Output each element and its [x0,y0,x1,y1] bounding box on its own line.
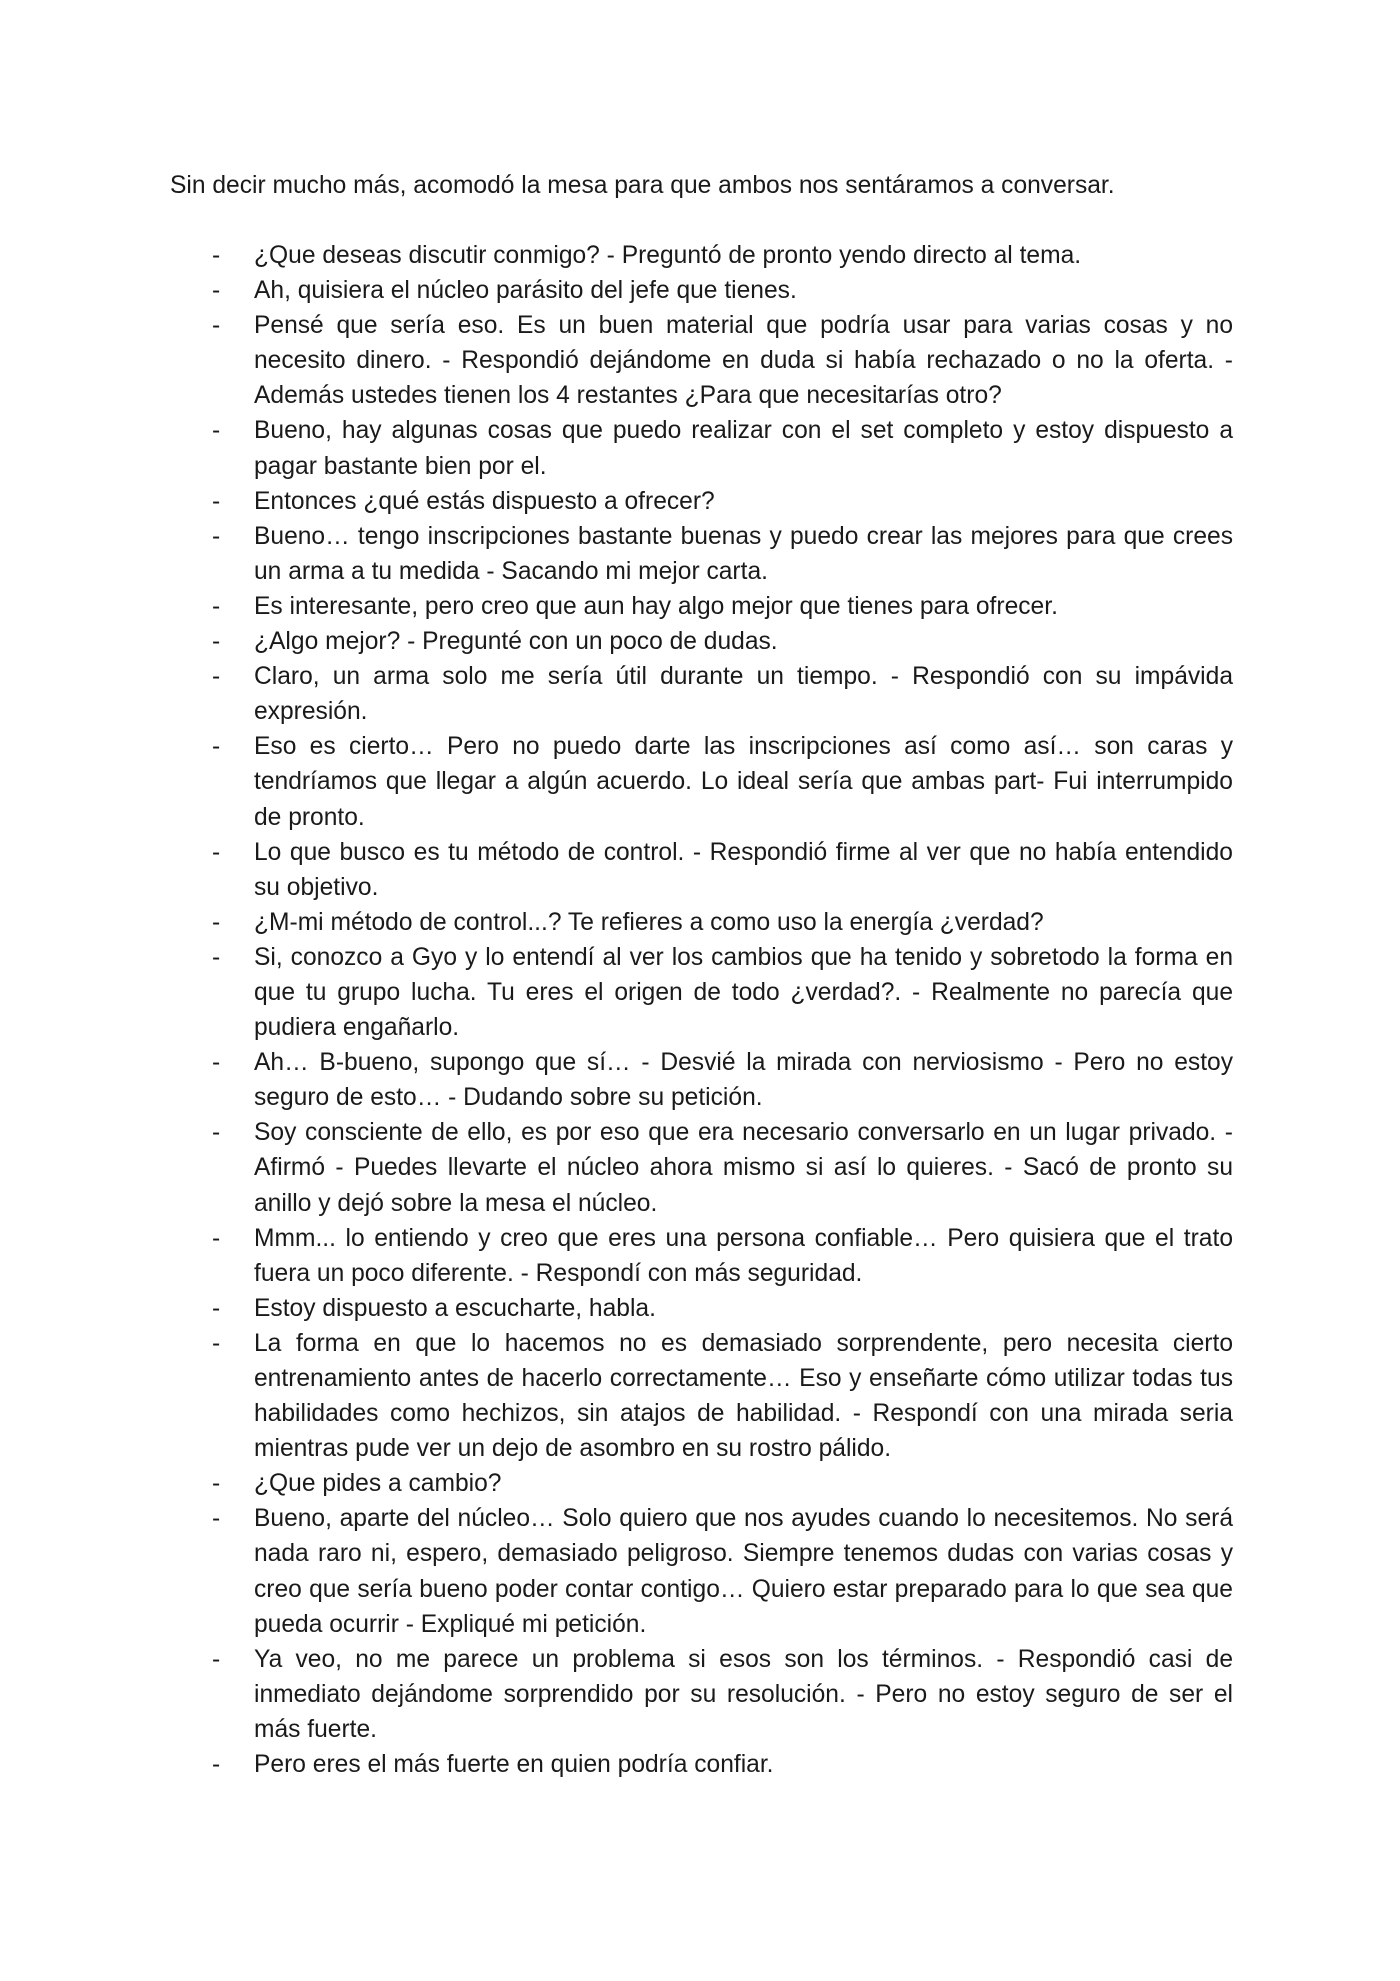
dialogue-text: ¿M-mi método de control...? Te refieres a como uso la energía ¿verdad? [254,908,1044,936]
dialogue-line [0,238,1233,273]
dash-marker: - [212,487,221,515]
dialogue-text: Es interesante, pero creo que aun hay algo mejor que tienes para ofrecer. [254,592,1058,620]
dialogue-text: Pero eres el más fuerte en quien podría confiar. [254,1751,774,1779]
dash-marker: - [212,1049,221,1077]
dialogue-line [0,835,1233,905]
dash-marker: - [212,943,221,971]
dialogue-text: Estoy dispuesto a escucharte, habla. [254,1294,656,1322]
dialogue-line [0,729,1233,834]
dialogue-text: Ah, quisiera el núcleo parásito del jefe que tienes. [254,277,797,305]
dash-marker: - [212,1224,221,1252]
dash-marker: - [212,628,221,656]
dialogue-line [0,484,1233,519]
dialogue-text: Bueno, aparte del núcleo… Solo quiero que nos ayudes cuando lo necesitemos. No será nada raro ni, espero, demasiado peligroso. Siempre tenemos dudas con varias cosas y creo que sería bueno poder contar contigo… Quiero estar preparado para lo que sea que pueda ocurrir - Expliqué mi petición. [254,1505,1233,1638]
dash-marker: - [212,1119,221,1147]
dialogue-line [0,1501,1233,1641]
dash-marker: - [212,1470,221,1498]
dialogue-text: Bueno… tengo inscripciones bastante buenas y puedo crear las mejores para que crees un arma a tu medida - Sacando mi mejor carta. [254,522,1233,585]
intro-paragraph: Sin decir mucho más, acomodó la mesa para que ambos nos sentáramos a conversar. [170,172,1115,199]
dialogue-line [0,1747,1233,1782]
dialogue-line [0,1115,1233,1220]
dialogue-line [0,1466,1233,1501]
dash-marker: - [212,277,221,305]
dash-marker: - [212,417,221,445]
dialogue-text: Bueno, hay algunas cosas que puedo realizar con el set completo y estoy dispuesto a pagar bastante bien por el. [254,417,1233,480]
dash-marker: - [212,242,221,269]
dialogue-line [0,940,1233,1045]
dash-marker: - [212,838,221,866]
dash-marker: - [212,908,221,936]
dash-marker: - [212,592,221,620]
dialogue-line [0,589,1233,624]
dialogue-text: Ah… B-bueno, supongo que sí… - Desvié la mirada con nerviosismo - Pero no estoy seguro de esto… - Dudando sobre su petición. [254,1049,1233,1112]
dialogue-text: Lo que busco es tu método de control. - Respondió firme al ver que no había entendido su objetivo. [254,838,1233,901]
dialogue-line [0,273,1233,308]
dialogue-line [0,308,1233,413]
dialogue-line [0,1291,1233,1326]
dash-marker: - [212,733,221,761]
dialogue-text: ¿Que deseas discutir conmigo? - Preguntó de pronto yendo directo al tema. [254,242,1082,269]
dialogue-line [0,519,1233,589]
dash-marker: - [212,1505,221,1533]
dialogue-text: ¿Que pides a cambio? [254,1470,502,1498]
dash-marker: - [212,1751,221,1779]
dialogue-text: Pensé que sería eso. Es un buen material que podría usar para varias cosas y no necesito dinero. - Respondió dejándome en duda si había rechazado o no la oferta. - Además ustedes tienen los 4 restantes ¿Para que necesitarías otro? [254,312,1233,410]
dialogue-text: Entonces ¿qué estás dispuesto a ofrecer? [254,487,715,515]
dialogue-line [0,1045,1233,1115]
dialogue-text: Soy consciente de ello, es por eso que era necesario conversarlo en un lugar privado. - Afirmó - Puedes llevarte el núcleo ahora mismo si así lo quieres. - Sacó de pronto su anillo y dejó sobre la mesa el núcleo. [254,1119,1233,1217]
dialogue-text: ¿Algo mejor? - Pregunté con un poco de dudas. [254,628,778,656]
dialogue-text: Claro, un arma solo me sería útil durante un tiempo. - Respondió con su impávida expresión. [254,663,1233,726]
dialogue-line [0,1326,1233,1466]
dialogue-text: Ya veo, no me parece un problema si esos son los términos. - Respondió casi de inmediato dejándome sorprendido por su resolución. - Pero no estoy seguro de ser el más fuerte. [254,1645,1233,1743]
dialogue-line [0,905,1233,940]
dialogue-line [0,624,1233,659]
dash-marker: - [212,663,221,691]
dialogue-text: La forma en que lo hacemos no es demasiado sorprendente, pero necesita cierto entrenamiento antes de hacerlo correctamente… Eso y enseñarte cómo utilizar todas tus habilidades como hechizos, sin atajos de habilidad. - Respondí con una mirada seria mientras pude ver un dejo de asombro en su rostro pálido. [254,1329,1233,1463]
dialogue-text: Si, conozco a Gyo y lo entendí al ver los cambios que ha tenido y sobretodo la forma en que tu grupo lucha. Tu eres el origen de todo ¿verdad?. - Realmente no parecía que pudiera engañarlo. [254,943,1233,1042]
dash-marker: - [212,1645,221,1673]
dialogue-line [0,1221,1233,1291]
dash-marker: - [212,522,221,550]
dash-marker: - [212,312,221,340]
dialogue-line [0,1642,1233,1747]
dialogue-list [0,238,1400,1782]
dialogue-line [0,659,1233,729]
dash-marker: - [212,1294,221,1322]
dialogue-text: Eso es cierto… Pero no puedo darte las inscripciones así como así… son caras y tendríamos que llegar a algún acuerdo. Lo ideal sería que ambas part- Fui interrumpido de pronto. [254,733,1233,831]
dash-marker: - [212,1329,221,1357]
dialogue-text: Mmm... lo entiendo y creo que eres una persona confiable… Pero quisiera que el trato fuera un poco diferente. - Respondí con más seguridad. [254,1224,1233,1287]
dialogue-line [0,413,1233,483]
